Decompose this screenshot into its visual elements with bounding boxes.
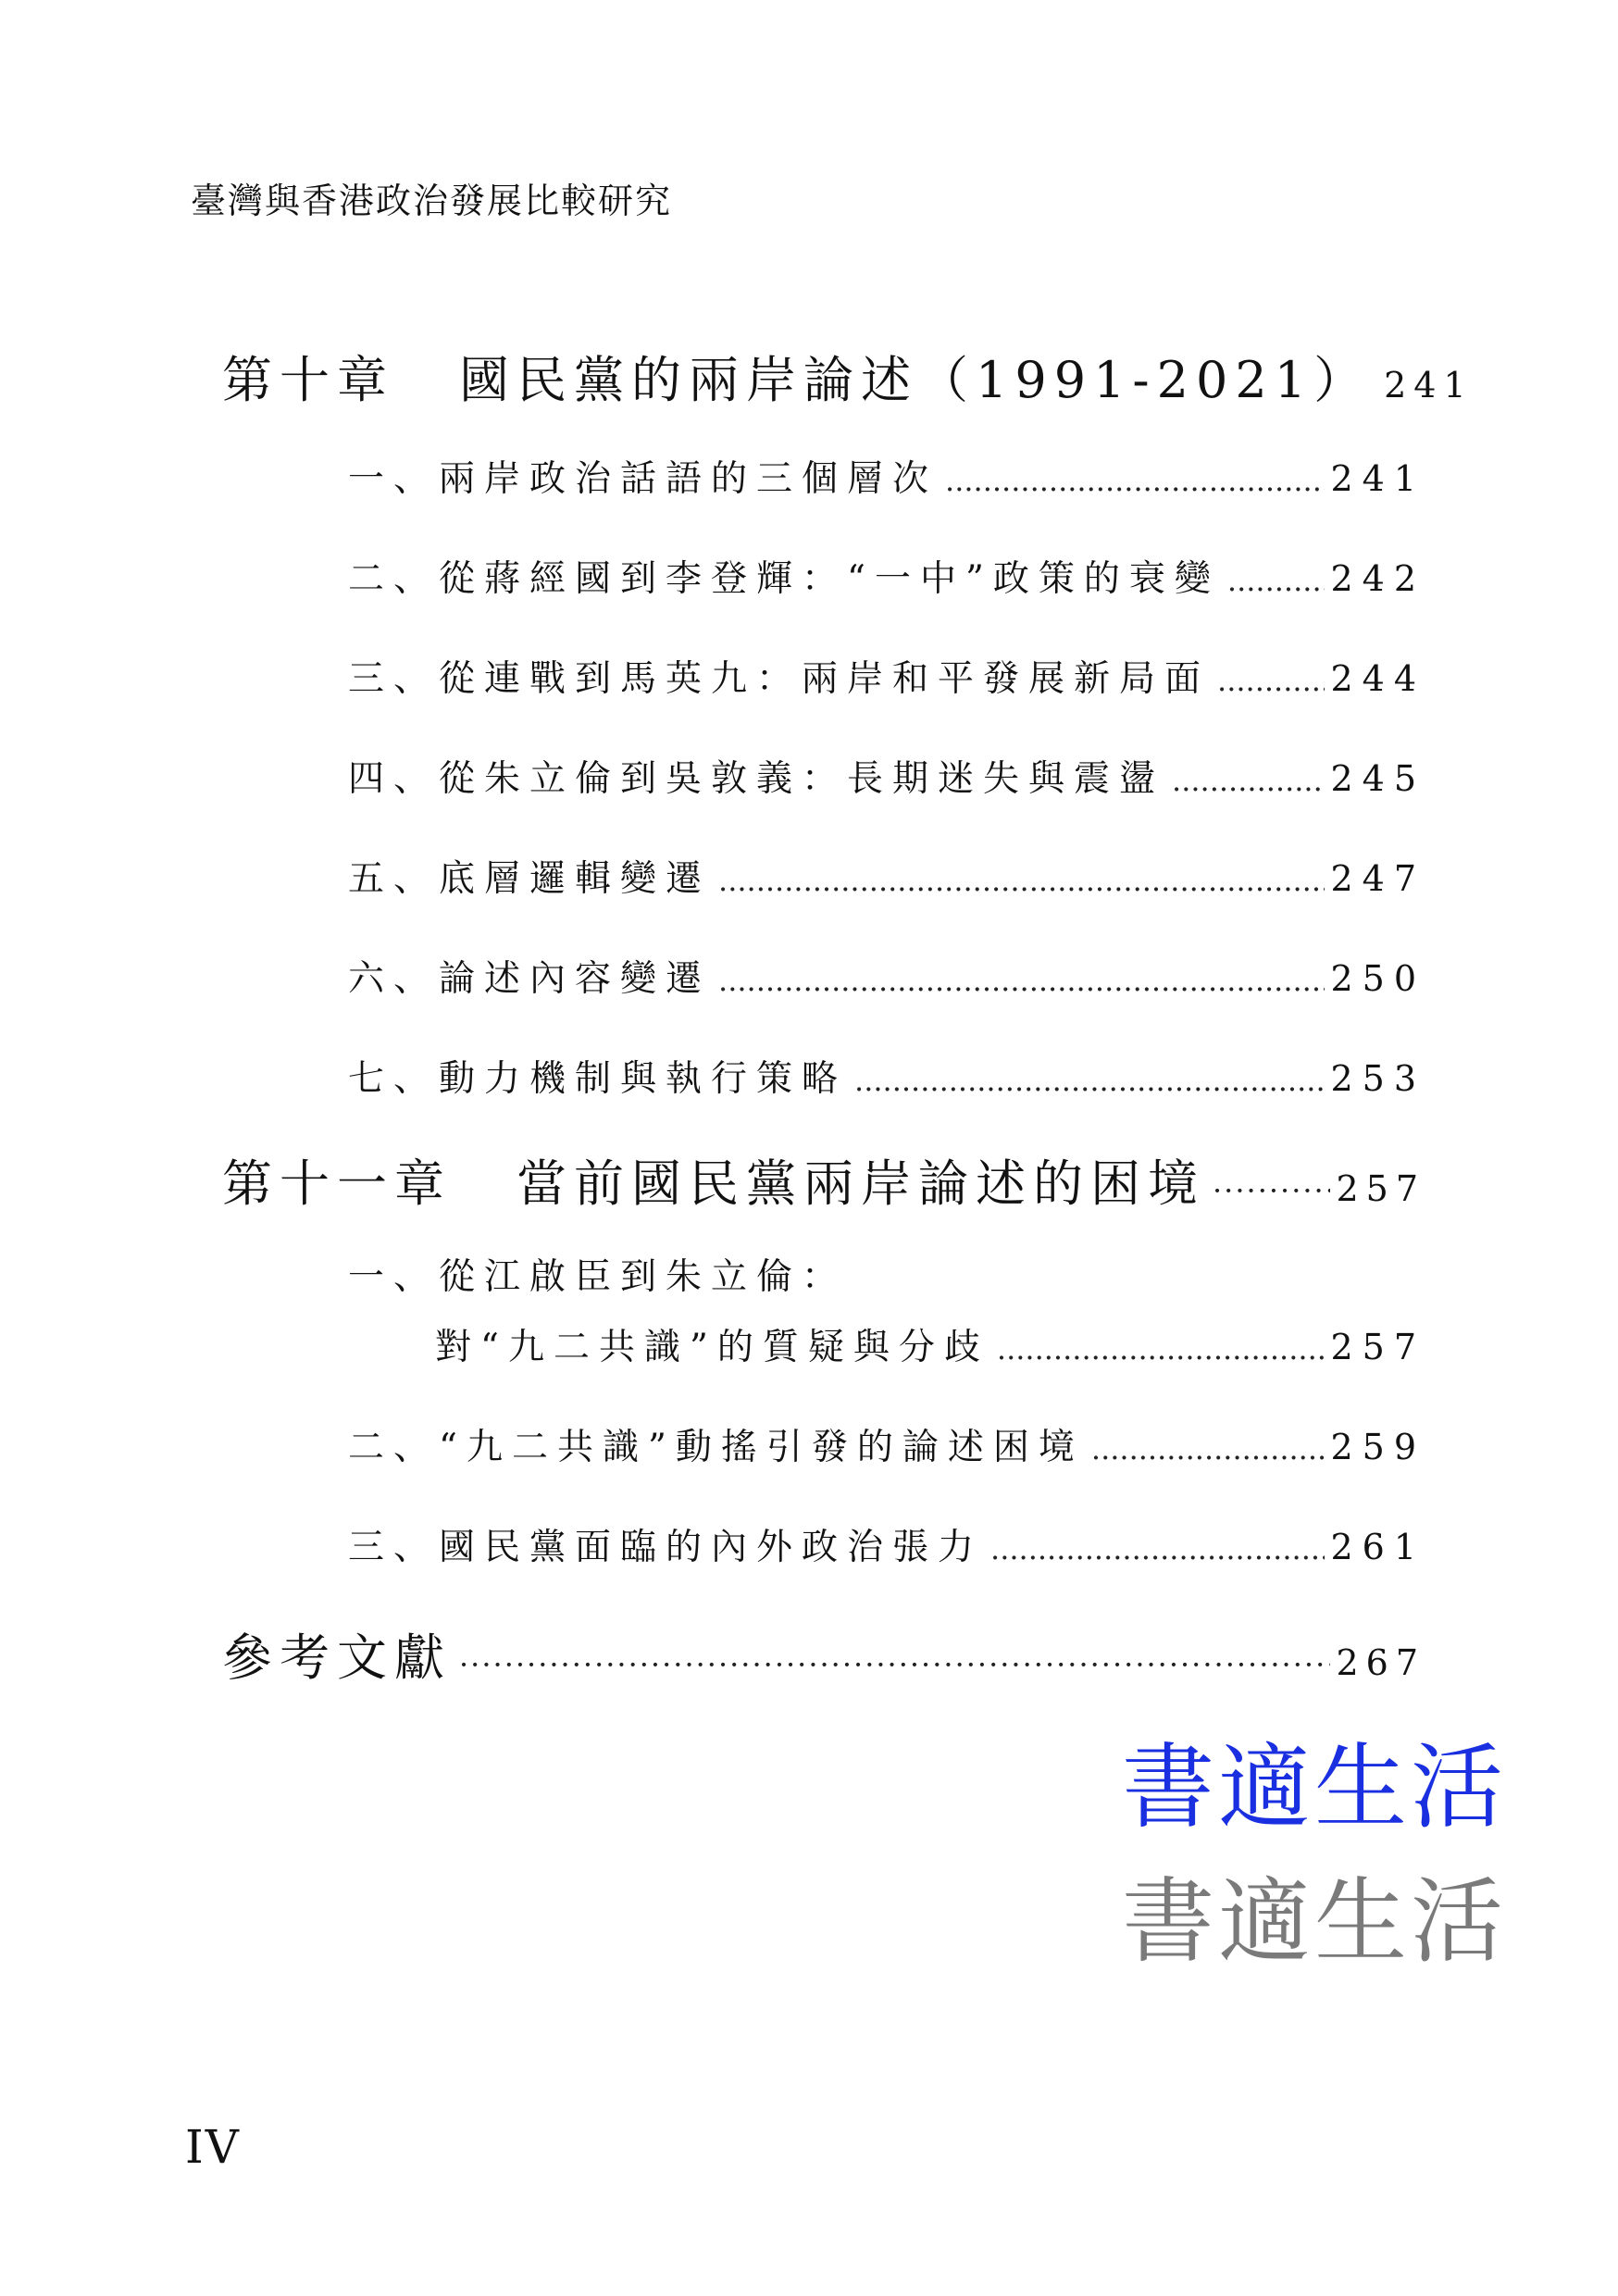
section-title: 七、動力機制與執行策略 <box>348 1058 848 1100</box>
section-title: 一、兩岸政治話語的三個層次 <box>348 458 939 500</box>
page-number: 261 <box>1330 1527 1425 1567</box>
watermark-gray: 書適生活 <box>1122 1867 1507 1976</box>
dot-leader <box>1217 663 1325 698</box>
chapter-title: 國民黨的兩岸論述（1991-2021） <box>459 351 1372 409</box>
chapter-number: 第十章 <box>222 351 394 409</box>
section-title: 四、從朱立倫到吳敦義：長期迷失與震盪 <box>348 758 1165 800</box>
toc-section[interactable] <box>348 1518 1425 1570</box>
toc-section[interactable] <box>348 550 1425 602</box>
toc-chapter-10[interactable] <box>222 341 1474 412</box>
dot-leader <box>854 1063 1325 1098</box>
section-title: 二、“九二共識”動搖引發的論述困境 <box>348 1427 1084 1468</box>
toc-section[interactable] <box>348 1050 1425 1102</box>
running-header: 臺灣與香港政治發展比較研究 <box>191 181 673 221</box>
page-number: 257 <box>1330 1327 1425 1367</box>
page-number: 257 <box>1336 1168 1425 1209</box>
dot-leader <box>1091 1431 1326 1466</box>
page-number: 244 <box>1330 658 1425 699</box>
dot-leader <box>1213 1173 1330 1208</box>
chapter-heading <box>222 341 1371 412</box>
page-number: 241 <box>1330 458 1425 499</box>
page-number: 242 <box>1330 558 1425 599</box>
toc-chapter-11[interactable] <box>222 1144 1425 1216</box>
dot-leader <box>718 863 1325 898</box>
page-number: 253 <box>1330 1058 1425 1099</box>
section-title: 三、國民黨面臨的內外政治張力 <box>348 1527 984 1568</box>
section-title-line1: 一、從江啟臣到朱立倫： <box>348 1256 848 1298</box>
page-number: 245 <box>1330 758 1425 799</box>
chapter-number: 第十一章 <box>222 1154 452 1213</box>
page-number: 241 <box>1384 365 1474 406</box>
toc-section[interactable] <box>348 850 1425 902</box>
page-number: 259 <box>1330 1427 1425 1467</box>
section-title: 五、底層邏輯變遷 <box>348 858 712 900</box>
dot-leader <box>997 1331 1326 1366</box>
chapter-heading <box>222 1144 1205 1216</box>
dot-leader <box>1227 563 1326 598</box>
toc-section[interactable] <box>348 750 1425 802</box>
toc-section[interactable] <box>435 1318 1425 1370</box>
page-number: 247 <box>1330 858 1425 899</box>
page-folio: IV <box>185 2120 241 2174</box>
toc-section[interactable] <box>348 450 1425 502</box>
section-title: 對“九二共識”的質疑與分歧 <box>435 1327 989 1368</box>
dot-leader <box>990 1531 1325 1566</box>
page-number: 250 <box>1330 958 1425 999</box>
toc-section[interactable] <box>348 950 1425 1002</box>
dot-leader <box>459 1647 1330 1682</box>
dot-leader <box>718 963 1325 998</box>
section-title: 三、從連戰到馬英九：兩岸和平發展新局面 <box>348 658 1211 700</box>
watermark-blue: 書適生活 <box>1122 1733 1507 1841</box>
toc-references[interactable] <box>222 1618 1425 1690</box>
page-number: 267 <box>1336 1642 1425 1683</box>
toc-section[interactable] <box>348 650 1425 702</box>
section-title: 二、從蔣經國到李登輝：“一中”政策的衰變 <box>348 558 1220 600</box>
toc-section[interactable] <box>348 1418 1425 1470</box>
dot-leader <box>1172 763 1325 798</box>
section-title: 六、論述內容變遷 <box>348 958 712 1000</box>
chapter-title: 當前國民黨兩岸論述的困境 <box>517 1154 1205 1213</box>
references-title: 參考文獻 <box>222 1628 452 1687</box>
dot-leader <box>945 463 1325 498</box>
